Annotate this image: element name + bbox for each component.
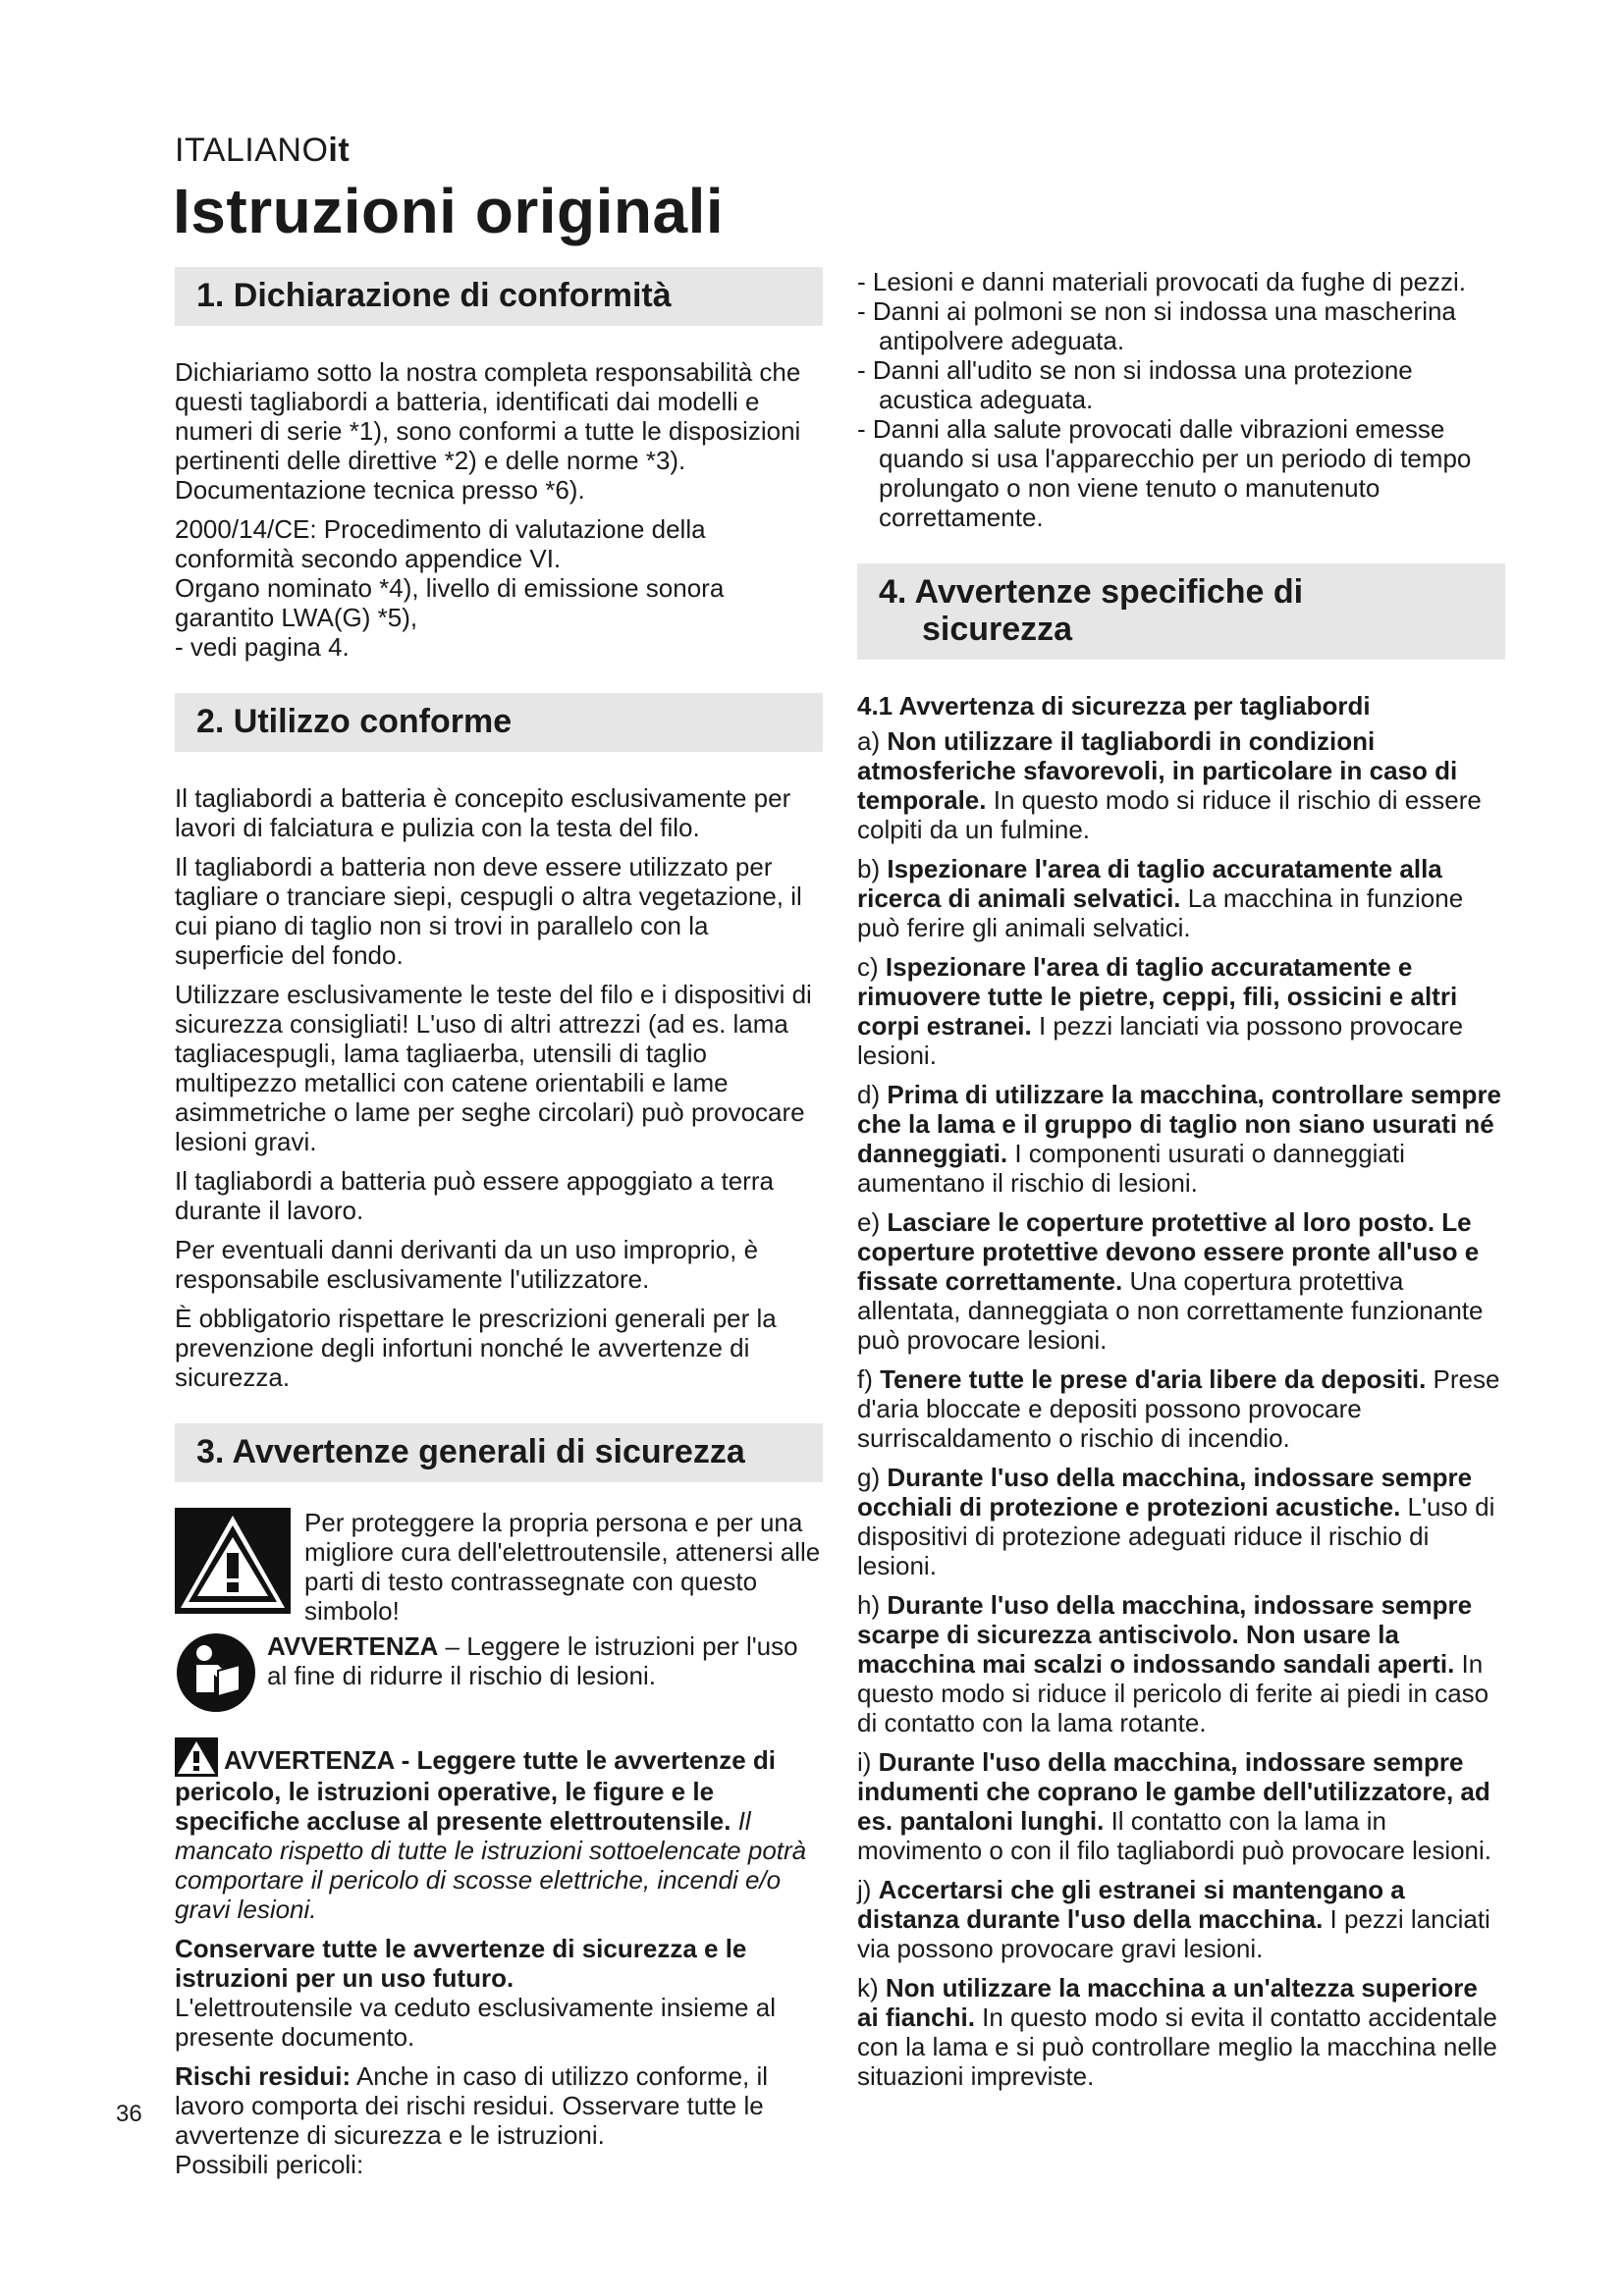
safety-item-c: c) Ispezionare l'area di taglio accuratamente e rimuovere tutte le pietre, ceppi, fili, ossicini e altri corpi estranei. I pezzi lanciati via possono provocare lesioni.: [857, 952, 1464, 1070]
safety-item-f: f) Tenere tutte le prese d'aria libere da depositi. Prese d'aria bloccate e depositi possono provocare surriscaldamento o rischio di incendio.: [857, 1364, 1500, 1453]
read-manual-icon: [175, 1631, 257, 1714]
safety-item-e: e) Lasciare le coperture protettive al loro posto. Le coperture protettive devono essere pronte all'uso e fissate correttamente. Una copertura protettiva allentata, danneggiata o non correttamente funzionante può provocare lesioni.: [857, 1207, 1484, 1355]
warning-triangle-icon: [175, 1508, 291, 1614]
danger-item: - Danni all'udito se non si indossa una protezione acustica adeguata.: [857, 355, 1413, 414]
s2-paragraph: Il tagliabordi a batteria non deve essere utilizzato per tagliare o tranciare siepi, cespugli o altra vegetazione, il cui piano di taglio non si trovi in parallelo con la superficie del fondo.: [175, 852, 802, 970]
read-manual-text: – Leggere le istruzioni per l'uso al fine di ridurre il rischio di lesioni.: [267, 1631, 798, 1690]
safety-item-d: d) Prima di utilizzare la macchina, controllare sempre che la lama e il gruppo di taglio non siano usurati né danneggiati. I componenti usurati o danneggiati aumentano il rischio di lesioni.: [857, 1080, 1502, 1198]
s2-paragraph: È obbligatorio rispettare le prescrizioni generali per la prevenzione degli infortuni nonché le avvertenze di sicurezza.: [175, 1304, 777, 1392]
read-manual-bold: AVVERTENZA: [267, 1631, 439, 1661]
danger-item: - Danni alla salute provocati dalle vibrazioni emesse quando si usa l'apparecchio per un periodo di tempo prolungato o non viene tenuto o manutenuto correttamente.: [857, 414, 1472, 532]
safety-item-i: i) Durante l'uso della macchina, indossare sempre indumenti che coprano le gambe dell'utilizzatore, ad es. pantaloni lunghi. Il contatto con la lama in movimento o con il filo tagliabordi può provocare lesioni.: [857, 1747, 1492, 1865]
safety-item-h: h) Durante l'uso della macchina, indossare sempre scarpe di sicurezza antiscivolo. Non usare la macchina mai scalzi o indossando sandali aperti. In questo modo si riduce il pericolo di ferite ai piedi in caso di contatto con la lama rotante.: [857, 1590, 1489, 1737]
s1-paragraph: - vedi pagina 4.: [175, 632, 350, 662]
symbol-note: [175, 1508, 823, 1626]
read-manual-note: [175, 1631, 823, 1714]
s1-paragraph: 2000/14/CE: Procedimento di valutazione della conformità secondo appendice VI.: [175, 514, 706, 573]
language-code: it: [328, 132, 351, 169]
general-warning-bold: AVVERTENZA - Leggere tutte le avvertenze di pericolo, le istruzioni operative, le figure e le specifiche accluse al presente elettroutensile.: [175, 1745, 777, 1836]
section-4-heading-line2: sicurezza: [922, 611, 1073, 648]
section-2-heading: 2. Utilizzo conforme: [175, 693, 823, 752]
section-3-heading: 3. Avvertenze generali di sicurezza: [175, 1423, 823, 1482]
possible-dangers-label: Possibili pericoli:: [175, 2150, 364, 2179]
page-title: Istruzioni originali: [173, 176, 725, 246]
right-column: [857, 267, 1505, 2101]
s2-paragraph: Il tagliabordi a batteria è concepito esclusivamente per lavori di falciatura e pulizia con la testa del filo.: [175, 783, 791, 842]
page-number: 36: [116, 2101, 142, 2127]
residual-risks-bold: Rischi residui:: [175, 2061, 352, 2091]
danger-item: - Lesioni e danni materiali provocati da fughe di pezzi.: [857, 267, 1467, 296]
safety-item-j: j) Accertarsi che gli estranei si mantengano a distanza durante l'uso della macchina. I pezzi lanciati via possono provocare gravi lesioni.: [857, 1875, 1490, 1963]
section-4-heading-line1: 4. Avvertenze specifiche di: [879, 573, 1304, 611]
language-name: ITALIANO: [175, 132, 329, 169]
s2-paragraph: Utilizzare esclusivamente le teste del filo e i dispositivi di sicurezza consigliati! L'uso di altri attrezzi (ad es. lama tagliacespugli, lama tagliaerba, utensili di taglio multipezzo metallici con catene orientabili e lame asimmetriche o lame per seghe circolari) può provocare lesioni gravi.: [175, 980, 812, 1156]
safety-item-a: a) Non utilizzare il tagliabordi in condizioni atmosferiche sfavorevoli, in particolare in caso di temporale. In questo modo si riduce il rischio di essere colpiti da un fulmine.: [857, 726, 1482, 844]
s1-paragraph: Organo nominato *4), livello di emissione sonora garantito LWA(G) *5),: [175, 573, 725, 632]
general-warning: [175, 1737, 823, 1924]
residual-risks-text: Anche in caso di utilizzo conforme, il lavoro comporta dei rischi residui. Osservare tutte le avvertenze di sicurezza e le istruzioni.: [175, 2061, 769, 2150]
section-1-heading: 1. Dichiarazione di conformità: [175, 267, 823, 326]
left-column: [175, 267, 823, 2179]
section-4-heading: [857, 563, 1505, 660]
language-label: [175, 132, 350, 170]
danger-item: - Danni ai polmoni se non si indossa una mascherina antipolvere adeguata.: [857, 296, 1456, 355]
subsection-4-1-title: 4.1 Avvertenza di sicurezza per tagliabordi: [857, 691, 1371, 721]
s1-paragraph: Dichiariamo sotto la nostra completa responsabilità che questi tagliabordi a batteria, identificati dai modelli e numeri di serie *1), sono conformi a tutte le disposizioni pertinenti delle direttive *2) e delle norme *3). Documentazione tecnica presso *6).: [175, 357, 801, 505]
safety-item-b: b) Ispezionare l'area di taglio accuratamente alla ricerca di animali selvatici. La macchina in funzione può ferire gli animali selvatici.: [857, 854, 1464, 942]
warning-triangle-small-icon: [175, 1737, 218, 1777]
keep-instructions-text: L'elettroutensile va ceduto esclusivamente insieme al presente documento.: [175, 1993, 776, 2052]
general-warning-italic: Il mancato rispetto di tutte le istruzioni sottoelencate potrà comportare il pericolo di scosse elettriche, incendi e/o gravi lesioni.: [175, 1806, 807, 1924]
s2-paragraph: Per eventuali danni derivanti da un uso improprio, è responsabile esclusivamente l'utilizzatore.: [175, 1235, 759, 1294]
keep-instructions-bold: Conservare tutte le avvertenze di sicurezza e le istruzioni per un uso futuro.: [175, 1934, 747, 1993]
safety-item-g: g) Durante l'uso della macchina, indossare sempre occhiali di protezione e protezioni acustiche. L'uso di dispositivi di protezione adeguati riduce il rischio di lesioni.: [857, 1463, 1495, 1580]
s2-paragraph: Il tagliabordi a batteria può essere appoggiato a terra durante il lavoro.: [175, 1166, 774, 1225]
symbol-note-text: Per proteggere la propria persona e per una migliore cura dell'elettroutensile, attenersi alle parti di testo contrassegnate con questo simbolo!: [304, 1508, 821, 1626]
safety-item-k: k) Non utilizzare la macchina a un'altezza superiore ai fianchi. In questo modo si evita il contatto accidentale con la lama e si può controllare meglio la macchina nelle situazioni impreviste.: [857, 1973, 1497, 2091]
